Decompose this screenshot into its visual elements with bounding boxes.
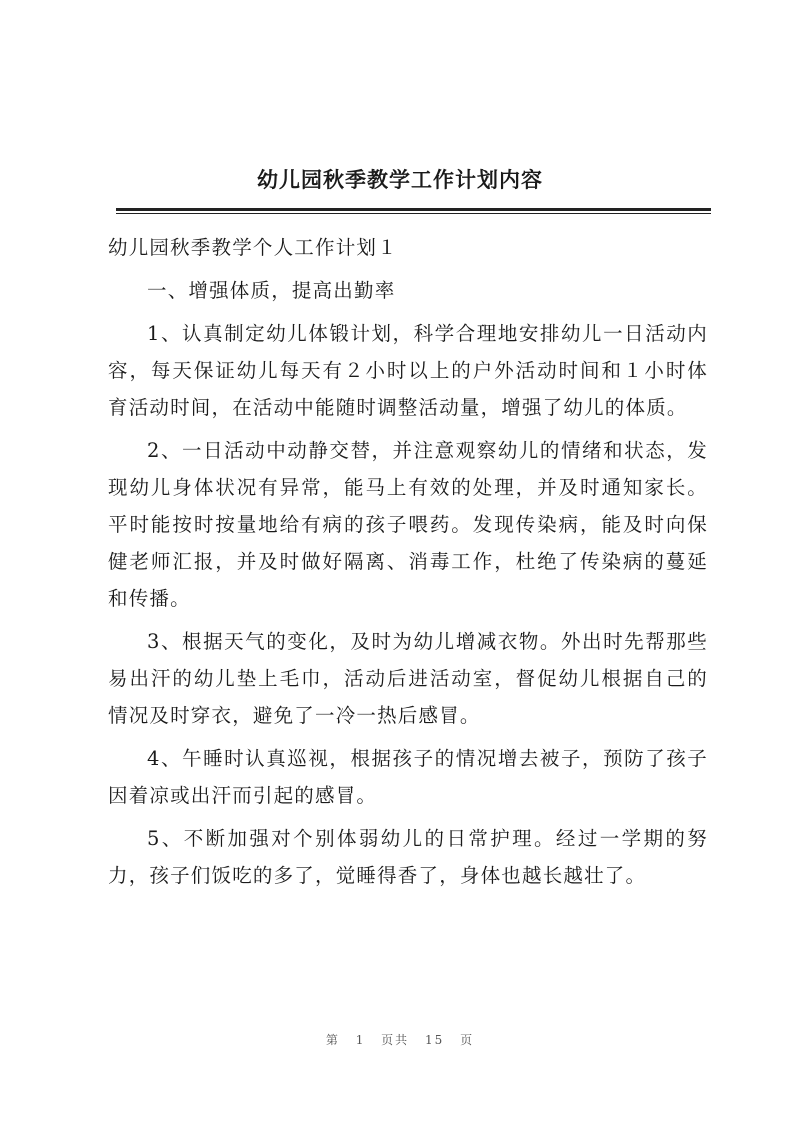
page-footer [0,1031,800,1048]
section-heading: 一、增强体质，提高出勤率 [147,279,396,302]
page-title: 幼儿园秋季教学工作计划内容 [257,168,543,192]
document-body [108,229,708,900]
paragraph-5: 5、不断加强对个别体弱幼儿的日常护理。经过一学期的努力，孩子们饭吃的多了，觉睡得香了，身体也越长越壮了。 [108,827,708,887]
paragraph-2: 2、一日活动中动静交替，并注意观察幼儿的情绪和状态，发现幼儿身体状况有异常，能马上有效的处理，并及时通知家长。平时能按时按量地给有病的孩子喂药。发现传染病，能及时向保健老师汇报，并及时做好隔离、消毒工作，杜绝了传染病的蔓延和传播。 [108,439,708,610]
paragraph-3: 3、根据天气的变化，及时为幼儿增减衣物。外出时先帮那些易出汗的幼儿垫上毛巾，活动后进活动室，督促幼儿根据自己的情况及时穿衣，避免了一冷一热后感冒。 [108,630,708,727]
paragraph-4: 4、午睡时认真巡视，根据孩子的情况增去被子，预防了孩子因着凉或出汗而引起的感冒。 [108,747,708,807]
document-subtitle: 幼儿园秋季教学个人工作计划１ [108,236,398,259]
footer-suffix: 页 [460,1033,475,1047]
footer-current-page: 1 [355,1033,366,1047]
title-divider [116,208,711,211]
footer-middle: 页共 [381,1033,410,1047]
paragraph-1: 1、认真制定幼儿体锻计划，科学合理地安排幼儿一日活动内容，每天保证幼儿每天有２小时以上的户外活动时间和１小时体育活动时间，在活动中能随时调整活动量，增强了幼儿的体质。 [108,322,708,419]
footer-prefix: 第 [325,1033,340,1047]
title-divider-thin [116,213,711,214]
footer-total-pages: 15 [425,1033,445,1047]
